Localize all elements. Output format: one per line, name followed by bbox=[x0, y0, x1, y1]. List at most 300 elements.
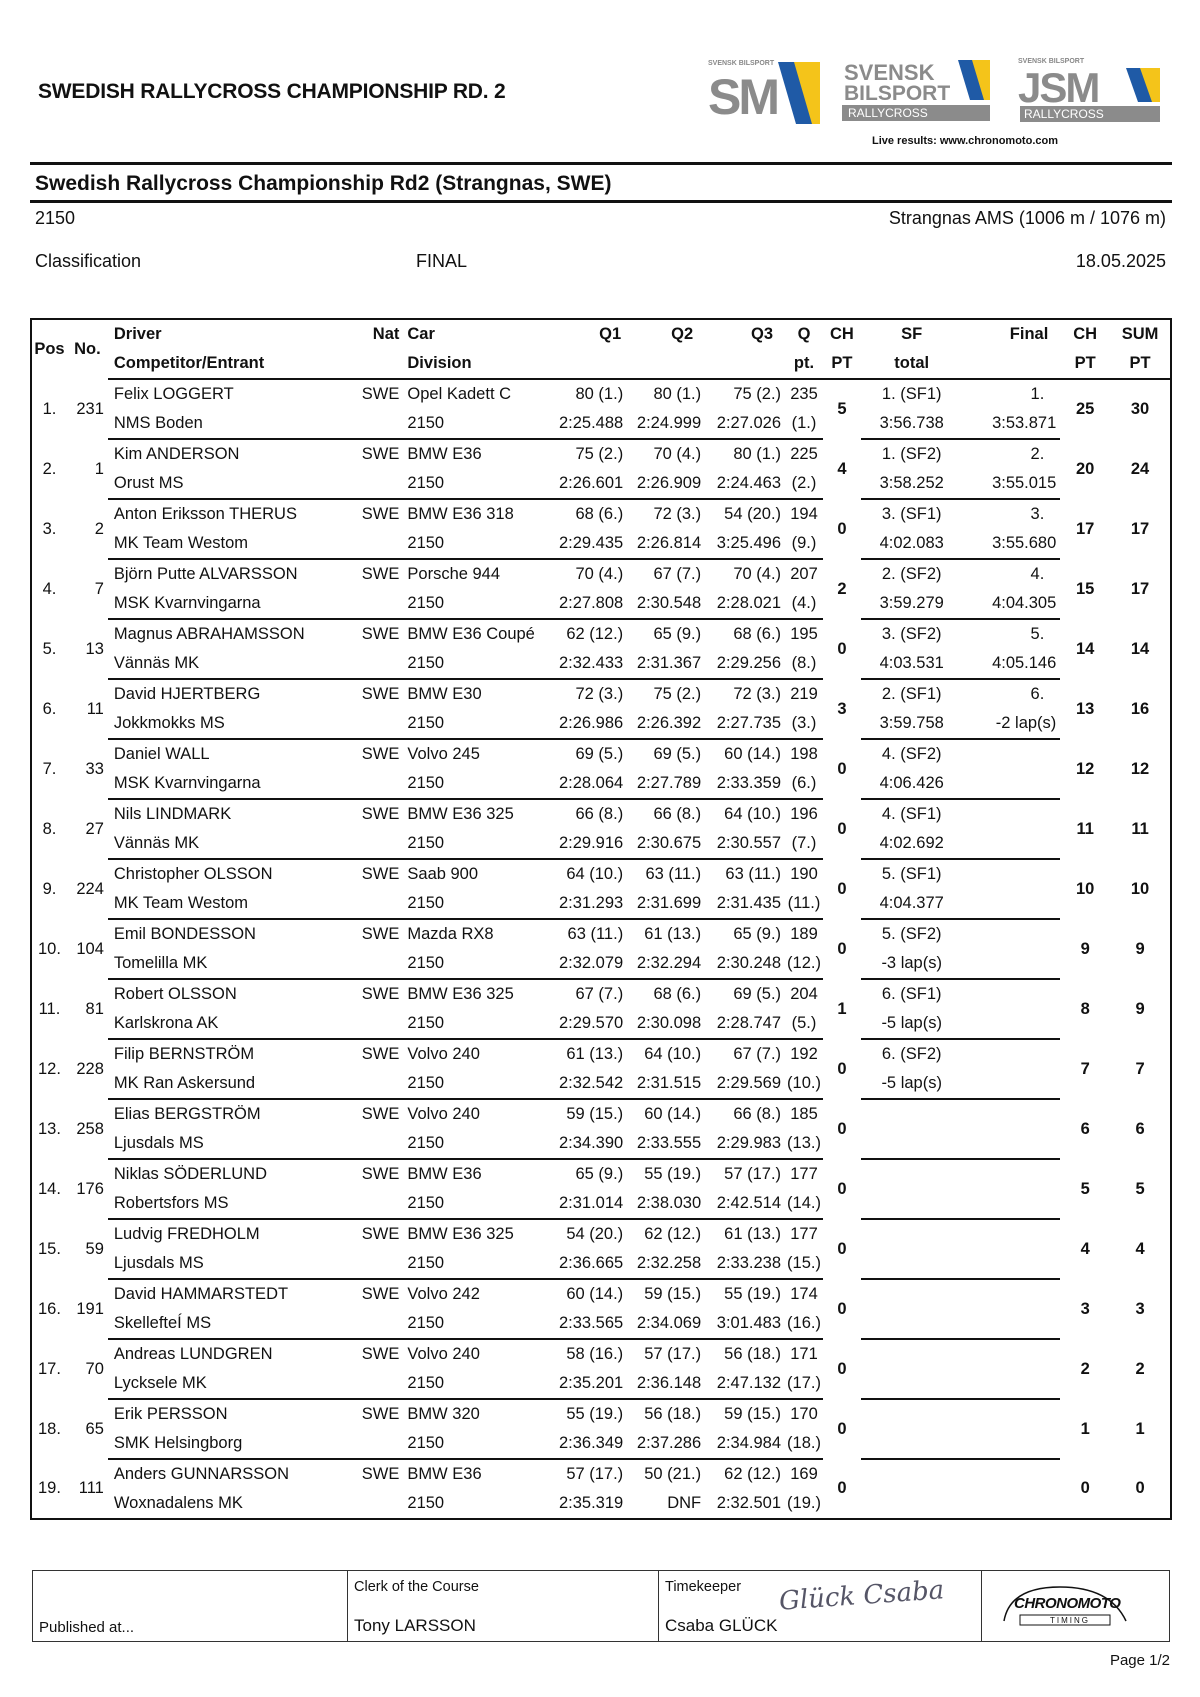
q2-points: 67 (7.) bbox=[653, 565, 702, 583]
position: 19. bbox=[38, 1479, 61, 1497]
position: 6. bbox=[42, 699, 57, 718]
semifinal-result: 1. (SF2) bbox=[881, 445, 942, 463]
semifinal-result bbox=[861, 1399, 963, 1429]
division: 2150 bbox=[403, 1249, 553, 1279]
q3-points: 61 (13.) bbox=[724, 1225, 782, 1243]
division: 2150 bbox=[403, 1429, 553, 1459]
position: 12. bbox=[38, 1059, 61, 1078]
classification-status: FINAL bbox=[416, 251, 468, 271]
spacer bbox=[355, 829, 403, 859]
header-pos: Pos bbox=[34, 340, 65, 358]
car-model: BMW E36 bbox=[407, 1165, 482, 1183]
car-number: 2 bbox=[94, 519, 104, 538]
nationality: SWE bbox=[361, 1465, 400, 1483]
live-results-link[interactable]: Live results: www.chronomoto.com bbox=[871, 135, 1058, 147]
q-rank: (5.) bbox=[785, 1009, 823, 1039]
driver-name: Erik PERSSON bbox=[113, 1405, 228, 1423]
q3-time: 2:33.359 bbox=[707, 769, 785, 799]
divider bbox=[30, 200, 1172, 203]
ch-points: 0 bbox=[837, 1359, 847, 1378]
q1-points: 61 (13.) bbox=[566, 1045, 624, 1063]
q3-time: 2:28.021 bbox=[707, 589, 785, 619]
championship-points: 12 bbox=[1076, 759, 1095, 778]
ch-points: 2 bbox=[837, 579, 847, 598]
semifinal-time bbox=[861, 1249, 963, 1279]
sum-points: 6 bbox=[1135, 1119, 1145, 1138]
division: 2150 bbox=[403, 589, 553, 619]
car-model: Volvo 240 bbox=[407, 1105, 480, 1123]
ch-points: 0 bbox=[837, 639, 847, 658]
q-total-points: 207 bbox=[790, 565, 818, 583]
q-total-points: 219 bbox=[790, 685, 818, 703]
car-number: 228 bbox=[76, 1059, 104, 1078]
timekeeper-label: Timekeeper bbox=[665, 1579, 742, 1595]
q2-points: 55 (19.) bbox=[644, 1165, 702, 1183]
semifinal-time: -5 lap(s) bbox=[861, 1069, 963, 1099]
q2-time: 2:27.789 bbox=[629, 769, 707, 799]
division: 2150 bbox=[403, 889, 553, 919]
driver-name: Björn Putte ALVARSSON bbox=[113, 565, 298, 583]
final-result bbox=[963, 1339, 1061, 1369]
table-row-detail bbox=[31, 469, 1171, 499]
driver-name: Anton Eriksson THERUS bbox=[113, 505, 297, 523]
header-q3: Q3 bbox=[751, 325, 774, 343]
car-number: 176 bbox=[76, 1179, 104, 1198]
car-model: BMW E36 Coupé bbox=[407, 625, 535, 643]
table-row bbox=[31, 1279, 1171, 1309]
q-rank: (15.) bbox=[785, 1249, 823, 1279]
position: 1. bbox=[42, 399, 57, 418]
event-name: Swedish Rallycross Championship Rd2 (Strangnas, SWE) bbox=[35, 172, 612, 195]
division: 2150 bbox=[403, 829, 553, 859]
car-number: 11 bbox=[86, 699, 104, 718]
q3-points: 68 (6.) bbox=[733, 625, 782, 643]
entrant-name: Ljusdals MS bbox=[108, 1249, 356, 1279]
sum-points: 4 bbox=[1135, 1239, 1145, 1258]
championship-points: 5 bbox=[1080, 1179, 1090, 1198]
clerk-name: Tony LARSSON bbox=[354, 1616, 476, 1635]
q-total-points: 189 bbox=[790, 925, 818, 943]
header-no: No. bbox=[74, 340, 101, 358]
q2-points: 59 (15.) bbox=[644, 1285, 702, 1303]
q2-time: DNF bbox=[629, 1489, 707, 1519]
car-number: 33 bbox=[85, 759, 104, 778]
semifinal-time: 3:56.738 bbox=[861, 409, 963, 439]
q-rank: (2.) bbox=[785, 469, 823, 499]
q3-time: 2:34.984 bbox=[707, 1429, 785, 1459]
q-rank: (10.) bbox=[785, 1069, 823, 1099]
position: 5. bbox=[42, 639, 57, 658]
car-number: 7 bbox=[94, 579, 104, 598]
final-time: 4:04.305 bbox=[963, 589, 1061, 619]
semifinal-result: 5. (SF2) bbox=[881, 925, 942, 943]
division: 2150 bbox=[403, 529, 553, 559]
sm-logo-text: SM bbox=[708, 69, 777, 125]
q1-time: 2:35.319 bbox=[553, 1489, 629, 1519]
semifinal-time bbox=[861, 1189, 963, 1219]
ch-points: 0 bbox=[837, 1059, 847, 1078]
jsm-logo-small-text: SVENSK BILSPORT bbox=[1018, 58, 1085, 65]
championship-points: 0 bbox=[1080, 1479, 1090, 1497]
page-number: Page 1/2 bbox=[1109, 1652, 1170, 1669]
semifinal-time bbox=[861, 1129, 963, 1159]
driver-name: Christopher OLSSON bbox=[113, 865, 273, 883]
table-row-detail bbox=[31, 1489, 1171, 1519]
final-result bbox=[963, 1219, 1061, 1249]
q2-time: 2:30.548 bbox=[629, 589, 707, 619]
clerk-label: Clerk of the Course bbox=[354, 1579, 479, 1595]
division: 2150 bbox=[403, 1009, 553, 1039]
position: 2. bbox=[42, 459, 57, 478]
q2-time: 2:36.148 bbox=[629, 1369, 707, 1399]
driver-name: Ludvig FREDHOLM bbox=[113, 1225, 260, 1243]
driver-name: Robert OLSSON bbox=[113, 985, 237, 1003]
sum-points: 1 bbox=[1135, 1419, 1145, 1438]
q2-points: 63 (11.) bbox=[645, 865, 702, 883]
entrant-name: Woxnadalens MK bbox=[108, 1489, 356, 1519]
q2-time: 2:33.555 bbox=[629, 1129, 707, 1159]
nationality: SWE bbox=[361, 505, 400, 523]
chronomoto-logo-text: CHRONOMOTO bbox=[1014, 1595, 1121, 1612]
q2-points: 75 (2.) bbox=[653, 685, 702, 703]
q-total-points: 194 bbox=[790, 505, 818, 523]
car-model: BMW E36 325 bbox=[407, 805, 514, 823]
final-result bbox=[963, 859, 1061, 889]
ch-points: 0 bbox=[837, 879, 847, 898]
header-qpt: pt. bbox=[785, 349, 823, 379]
sum-points: 14 bbox=[1130, 639, 1150, 658]
semifinal-result: 3. (SF1) bbox=[881, 505, 942, 523]
final-time bbox=[963, 1069, 1061, 1099]
q2-time: 2:30.675 bbox=[629, 829, 707, 859]
header-sum: SUM bbox=[1121, 325, 1159, 343]
entrant-name: Orust MS bbox=[108, 469, 356, 499]
q3-points: 65 (9.) bbox=[733, 925, 782, 943]
table-row bbox=[31, 859, 1171, 889]
table-row-detail bbox=[31, 709, 1171, 739]
table-row bbox=[31, 679, 1171, 709]
division: 2150 bbox=[403, 469, 553, 499]
sum-points: 30 bbox=[1130, 400, 1150, 418]
table-row-detail bbox=[31, 409, 1171, 439]
q1-time: 2:29.435 bbox=[553, 529, 629, 559]
final-result: 4. bbox=[1030, 565, 1045, 583]
q-rank: (12.) bbox=[785, 949, 823, 979]
timekeeper-name: Csaba GLÜCK bbox=[665, 1616, 778, 1635]
table-row-detail bbox=[31, 1069, 1171, 1099]
table-row-detail bbox=[31, 769, 1171, 799]
table-row-detail bbox=[31, 829, 1171, 859]
q-total-points: 177 bbox=[790, 1165, 818, 1183]
table-row bbox=[31, 1159, 1171, 1189]
q-total-points: 170 bbox=[790, 1405, 818, 1423]
car-number: 59 bbox=[85, 1239, 104, 1258]
q2-time: 2:26.392 bbox=[629, 709, 707, 739]
division: 2150 bbox=[403, 1369, 553, 1399]
sum-points: 9 bbox=[1135, 999, 1145, 1018]
final-time: 4:05.146 bbox=[963, 649, 1061, 679]
car-model: BMW E36 bbox=[407, 445, 482, 463]
ch-points: 0 bbox=[837, 1419, 847, 1438]
header-entrant: Competitor/Entrant bbox=[108, 349, 356, 379]
q-total-points: 190 bbox=[790, 865, 818, 883]
ch-points: 0 bbox=[837, 1479, 847, 1497]
q-rank: (17.) bbox=[785, 1369, 823, 1399]
nationality: SWE bbox=[361, 1225, 400, 1243]
header-ch2pt: PT bbox=[1060, 349, 1110, 379]
car-model: BMW E30 bbox=[407, 685, 482, 703]
driver-name: Anders GUNNARSSON bbox=[113, 1465, 290, 1483]
ch-points: 0 bbox=[837, 1179, 847, 1198]
q-total-points: 204 bbox=[790, 985, 818, 1003]
table-row-detail bbox=[31, 529, 1171, 559]
q-rank: (8.) bbox=[785, 649, 823, 679]
q-rank: (7.) bbox=[785, 829, 823, 859]
chronomoto-logo-sub: TIMING bbox=[1050, 1616, 1090, 1625]
final-time: -2 lap(s) bbox=[963, 709, 1061, 739]
table-row bbox=[31, 1339, 1171, 1369]
table-row-detail bbox=[31, 1369, 1171, 1399]
jsm-logo bbox=[1018, 58, 1163, 124]
table-row bbox=[31, 559, 1171, 589]
footer bbox=[32, 1570, 1170, 1642]
table-row-detail bbox=[31, 1009, 1171, 1039]
nationality: SWE bbox=[361, 625, 400, 643]
q2-points: 62 (12.) bbox=[644, 1225, 702, 1243]
entrant-name: MSK Kvarnvingarna bbox=[108, 589, 356, 619]
published-at: Published at... bbox=[39, 1619, 135, 1636]
championship-points: 25 bbox=[1076, 400, 1095, 418]
driver-name: Niklas SÖDERLUND bbox=[113, 1165, 267, 1183]
spacer bbox=[355, 1009, 403, 1039]
header-chpt: PT bbox=[823, 349, 861, 379]
car-number: 104 bbox=[76, 939, 104, 958]
semifinal-result: 4. (SF1) bbox=[881, 805, 942, 823]
position: 3. bbox=[42, 519, 57, 538]
nationality: SWE bbox=[361, 385, 400, 403]
table-row-detail bbox=[31, 1249, 1171, 1279]
q1-points: 57 (17.) bbox=[566, 1465, 624, 1483]
q-total-points: 177 bbox=[790, 1225, 818, 1243]
header-sf: SF bbox=[901, 325, 923, 343]
final-time bbox=[963, 1009, 1061, 1039]
q3-points: 64 (10.) bbox=[724, 805, 782, 823]
ch-points: 0 bbox=[837, 939, 847, 958]
divider bbox=[30, 162, 1172, 165]
table-row-detail bbox=[31, 649, 1171, 679]
q1-time: 2:32.079 bbox=[553, 949, 629, 979]
q3-points: 72 (3.) bbox=[733, 685, 782, 703]
ch-points: 0 bbox=[837, 819, 847, 838]
table-row-detail bbox=[31, 1129, 1171, 1159]
q2-points: 68 (6.) bbox=[653, 985, 702, 1003]
table-row-detail bbox=[31, 1429, 1171, 1459]
q2-time: 2:38.030 bbox=[629, 1189, 707, 1219]
q3-time: 2:32.501 bbox=[707, 1489, 785, 1519]
car-number: 13 bbox=[85, 639, 104, 658]
entrant-name: MK Team Westom bbox=[108, 529, 356, 559]
q3-points: 80 (1.) bbox=[733, 445, 782, 463]
header-car: Car bbox=[407, 325, 435, 343]
car-model: Mazda RX8 bbox=[407, 925, 494, 943]
spacer bbox=[355, 409, 403, 439]
svensk-bilsport-logo bbox=[840, 58, 995, 124]
nationality: SWE bbox=[361, 1405, 400, 1423]
final-time bbox=[963, 1309, 1061, 1339]
driver-name: Elias BERGSTRÖM bbox=[113, 1105, 261, 1123]
table-row bbox=[31, 739, 1171, 769]
driver-name: Daniel WALL bbox=[113, 745, 210, 763]
table-row bbox=[31, 1039, 1171, 1069]
q3-points: 57 (17.) bbox=[724, 1165, 782, 1183]
ch-points: 1 bbox=[837, 999, 847, 1018]
division: 2150 bbox=[403, 409, 553, 439]
table-row bbox=[31, 379, 1171, 409]
nationality: SWE bbox=[361, 1285, 400, 1303]
table-row-detail bbox=[31, 589, 1171, 619]
q1-time: 2:32.433 bbox=[553, 649, 629, 679]
semifinal-time: 3:59.279 bbox=[861, 589, 963, 619]
ch-points: 4 bbox=[837, 459, 847, 478]
sum-points: 11 bbox=[1131, 819, 1149, 838]
entrant-name: Ljusdals MS bbox=[108, 1129, 356, 1159]
championship-points: 2 bbox=[1080, 1359, 1090, 1378]
spacer bbox=[355, 1489, 403, 1519]
entrant-name: Jokkmokks MS bbox=[108, 709, 356, 739]
header-q1: Q1 bbox=[599, 325, 622, 343]
q2-time: 2:32.294 bbox=[629, 949, 707, 979]
jsm-logo-text: JSM bbox=[1018, 64, 1099, 111]
table-row bbox=[31, 919, 1171, 949]
division: 2150 bbox=[403, 1489, 553, 1519]
bilsport-logo-line3: RALLYCROSS bbox=[848, 106, 928, 120]
position: 13. bbox=[38, 1119, 61, 1138]
q1-time: 2:35.201 bbox=[553, 1369, 629, 1399]
championship-points: 17 bbox=[1076, 519, 1095, 538]
car-model: BMW E36 325 bbox=[407, 1225, 514, 1243]
q3-points: 69 (5.) bbox=[733, 985, 782, 1003]
final-time bbox=[963, 769, 1061, 799]
ch-points: 0 bbox=[837, 1119, 847, 1138]
table-row-detail bbox=[31, 1309, 1171, 1339]
championship-points: 20 bbox=[1076, 459, 1095, 478]
q1-time: 2:31.293 bbox=[553, 889, 629, 919]
sum-points: 2 bbox=[1135, 1359, 1145, 1378]
q3-time: 2:33.238 bbox=[707, 1249, 785, 1279]
q2-time: 2:31.699 bbox=[629, 889, 707, 919]
q3-time: 2:27.026 bbox=[707, 409, 785, 439]
q1-time: 2:29.570 bbox=[553, 1009, 629, 1039]
entrant-name: MSK Kvarnvingarna bbox=[108, 769, 356, 799]
q-rank: (3.) bbox=[785, 709, 823, 739]
final-time: 3:55.680 bbox=[963, 529, 1061, 559]
sum-points: 16 bbox=[1130, 699, 1150, 718]
spacer bbox=[355, 949, 403, 979]
semifinal-result: 3. (SF2) bbox=[881, 625, 942, 643]
table-row bbox=[31, 1099, 1171, 1129]
q-total-points: 171 bbox=[790, 1345, 818, 1363]
final-time bbox=[963, 889, 1061, 919]
division: 2150 bbox=[403, 1189, 553, 1219]
results-table bbox=[30, 318, 1172, 1520]
event-date: 18.05.2025 bbox=[1075, 251, 1166, 271]
position: 18. bbox=[38, 1419, 61, 1438]
final-time bbox=[963, 1429, 1061, 1459]
spacer bbox=[355, 1069, 403, 1099]
entrant-name: NMS Boden bbox=[108, 409, 356, 439]
final-result bbox=[963, 1039, 1061, 1069]
q3-points: 66 (8.) bbox=[733, 1105, 782, 1123]
q1-points: 55 (19.) bbox=[566, 1405, 624, 1423]
final-time bbox=[963, 949, 1061, 979]
car-model: Volvo 242 bbox=[407, 1285, 480, 1303]
q2-time: 2:31.515 bbox=[629, 1069, 707, 1099]
q2-time: 2:31.367 bbox=[629, 649, 707, 679]
sum-points: 24 bbox=[1130, 459, 1150, 478]
semifinal-result bbox=[861, 1339, 963, 1369]
q3-points: 67 (7.) bbox=[733, 1045, 782, 1063]
q1-time: 2:31.014 bbox=[553, 1189, 629, 1219]
championship-points: 6 bbox=[1080, 1119, 1090, 1138]
q1-time: 2:33.565 bbox=[553, 1309, 629, 1339]
q3-time: 2:24.463 bbox=[707, 469, 785, 499]
q1-points: 64 (10.) bbox=[566, 865, 624, 883]
q-total-points: 174 bbox=[790, 1285, 818, 1303]
q3-points: 56 (18.) bbox=[724, 1345, 782, 1363]
q2-points: 65 (9.) bbox=[653, 625, 702, 643]
q1-time: 2:27.808 bbox=[553, 589, 629, 619]
nationality: SWE bbox=[361, 1045, 400, 1063]
car-model: Porsche 944 bbox=[407, 565, 501, 583]
car-model: BMW E36 325 bbox=[407, 985, 514, 1003]
entrant-name: Karlskrona AK bbox=[108, 1009, 356, 1039]
semifinal-result bbox=[861, 1279, 963, 1309]
final-result bbox=[963, 1159, 1061, 1189]
semifinal-time: 4:02.692 bbox=[861, 829, 963, 859]
ch-points: 5 bbox=[837, 400, 847, 418]
final-time: 3:55.015 bbox=[963, 469, 1061, 499]
q3-time: 2:42.514 bbox=[707, 1189, 785, 1219]
car-number: 224 bbox=[76, 879, 104, 898]
nationality: SWE bbox=[361, 745, 400, 763]
position: 16. bbox=[38, 1299, 61, 1318]
header-driver: Driver bbox=[113, 325, 162, 343]
nationality: SWE bbox=[361, 805, 400, 823]
document-title: SWEDISH RALLYCROSS CHAMPIONSHIP RD. 2 bbox=[38, 80, 506, 103]
q3-points: 54 (20.) bbox=[724, 505, 782, 523]
q1-time: 2:36.665 bbox=[553, 1249, 629, 1279]
final-time bbox=[963, 1129, 1061, 1159]
position: 9. bbox=[42, 879, 57, 898]
sm-logo bbox=[708, 58, 820, 124]
car-model: BMW 320 bbox=[407, 1405, 480, 1423]
results-body bbox=[31, 379, 1171, 1519]
nationality: SWE bbox=[361, 565, 400, 583]
nationality: SWE bbox=[361, 1105, 400, 1123]
final-result bbox=[963, 1399, 1061, 1429]
jsm-logo-sub: RALLYCROSS bbox=[1024, 107, 1104, 121]
driver-name: Kim ANDERSON bbox=[113, 445, 240, 463]
sum-points: 5 bbox=[1135, 1179, 1145, 1198]
q3-points: 70 (4.) bbox=[733, 565, 782, 583]
nationality: SWE bbox=[361, 865, 400, 883]
q-rank: (4.) bbox=[785, 589, 823, 619]
q3-points: 63 (11.) bbox=[725, 865, 782, 883]
final-time bbox=[963, 1249, 1061, 1279]
sum-points: 0 bbox=[1135, 1479, 1145, 1497]
q2-points: 69 (5.) bbox=[653, 745, 702, 763]
header-sftotal: total bbox=[861, 349, 963, 379]
